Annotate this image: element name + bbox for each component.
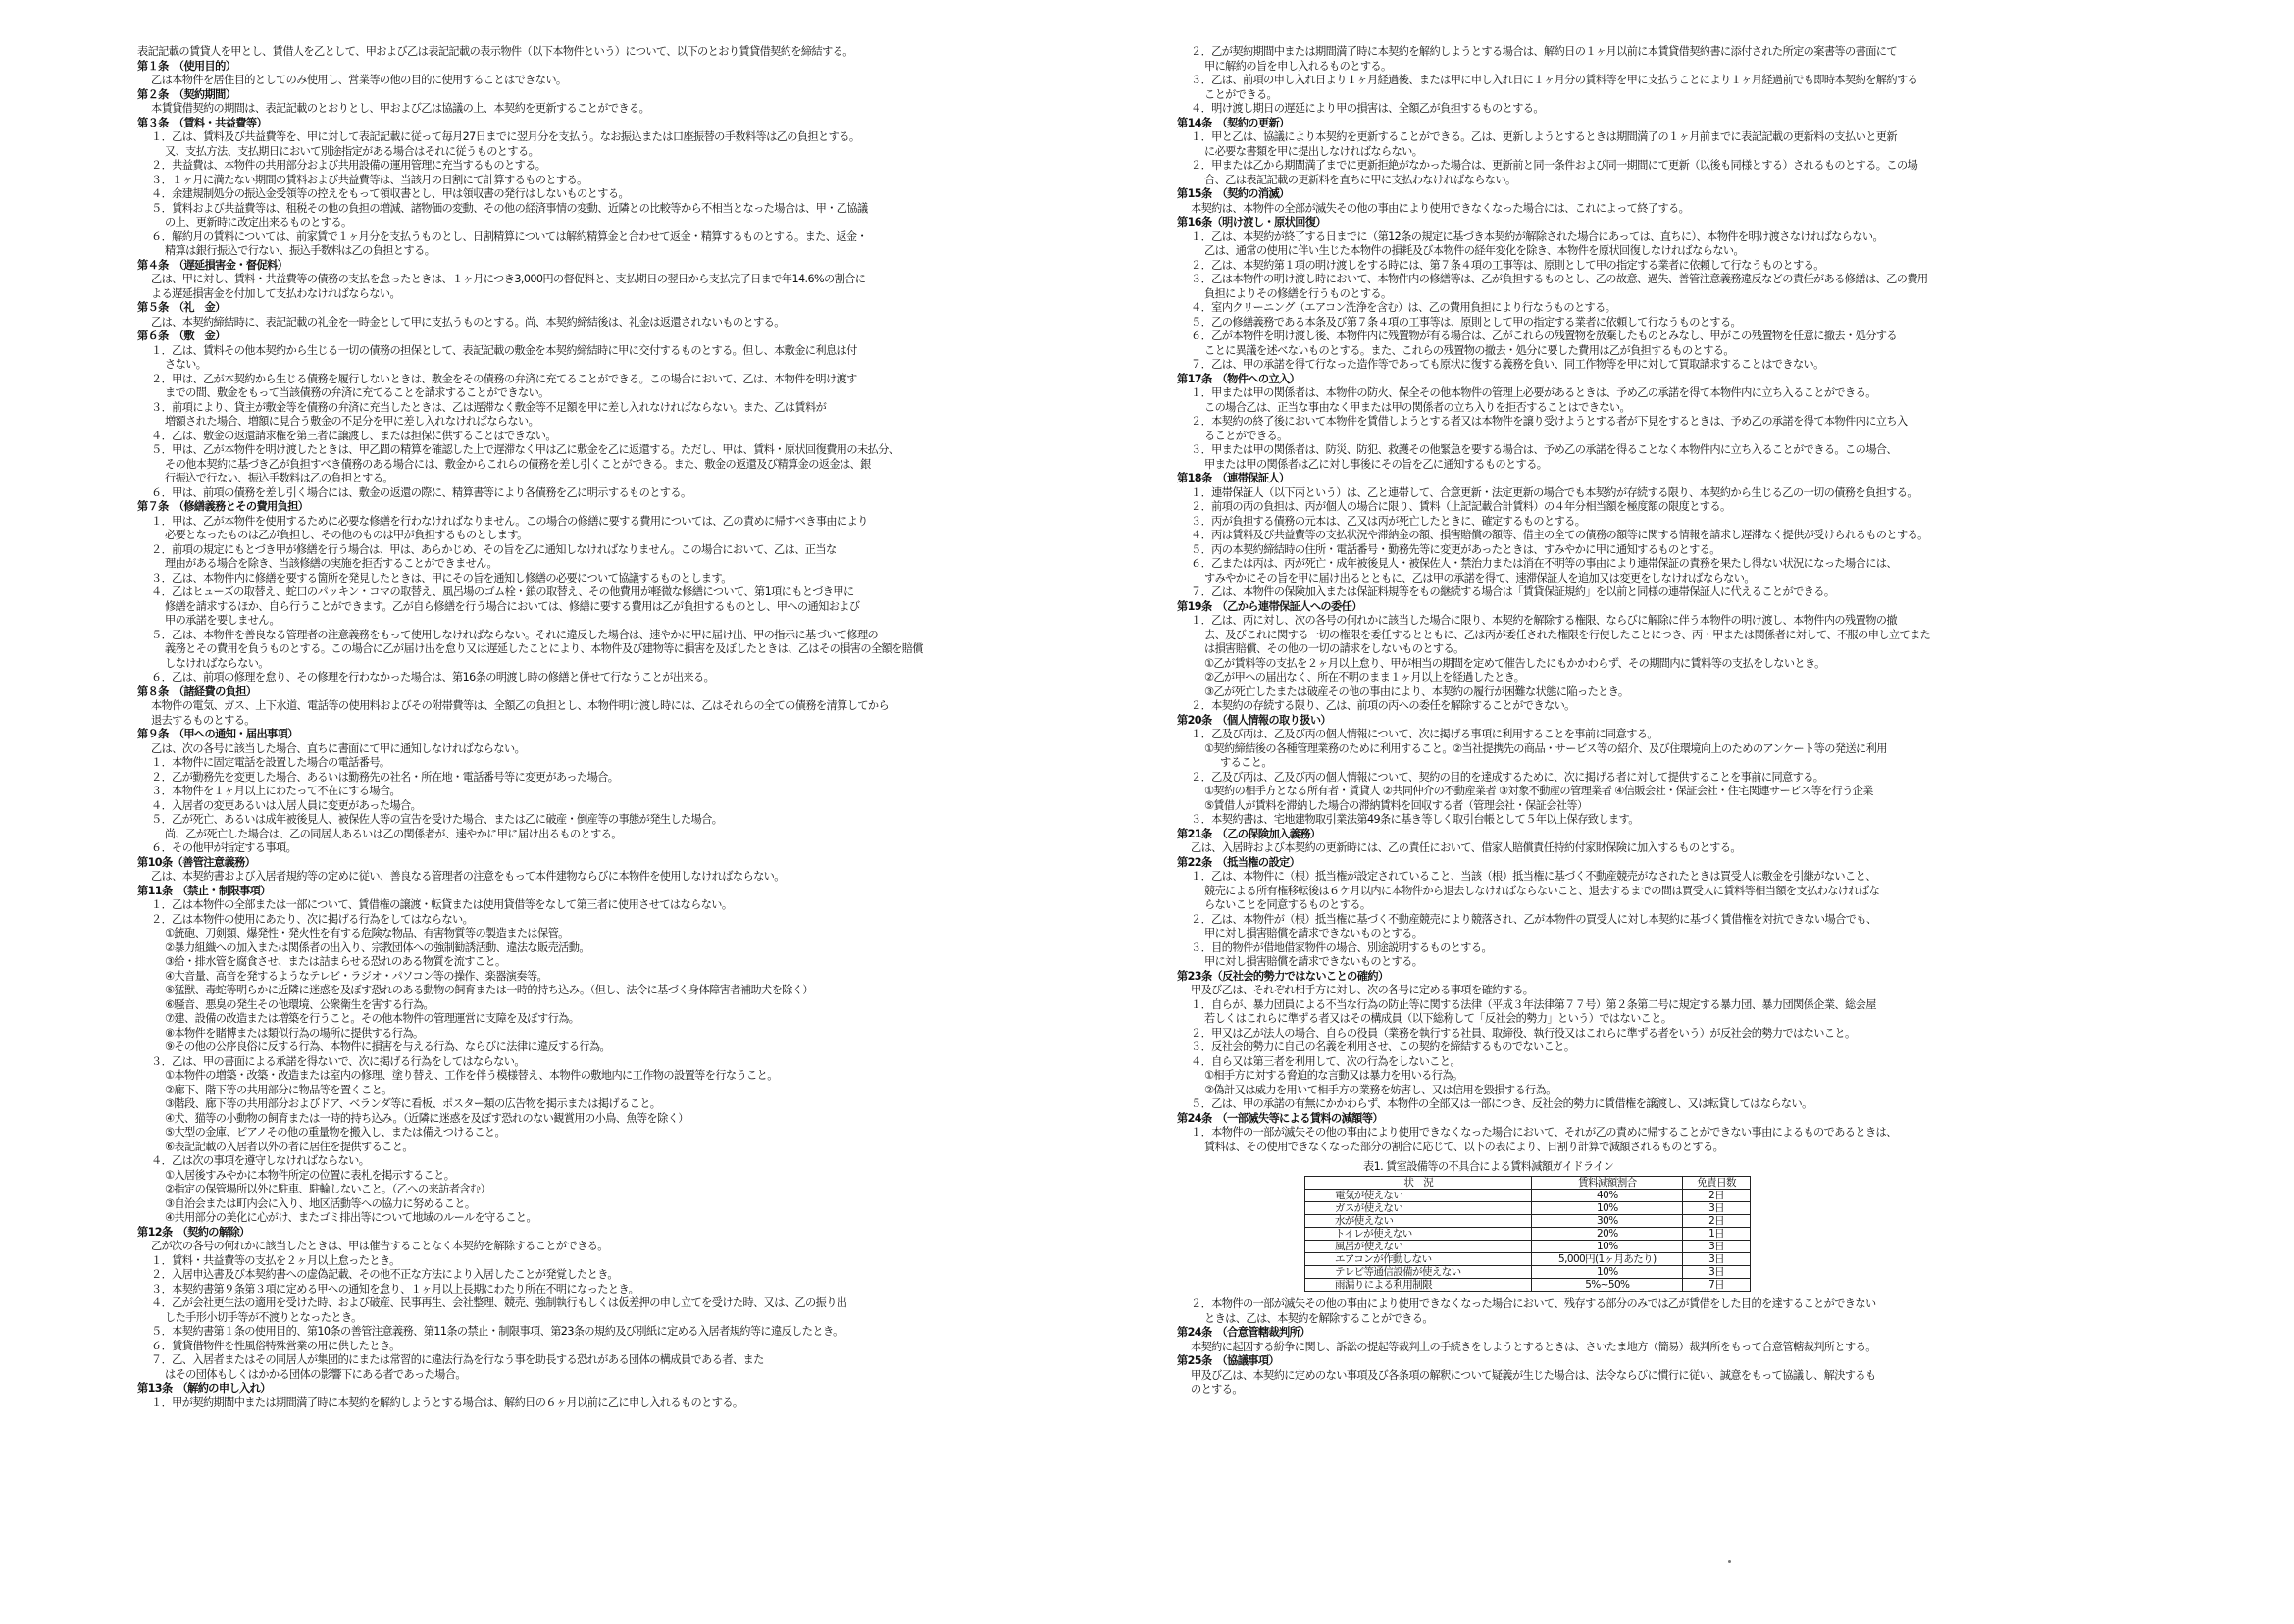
article-heading: 第10条（善管注意義務）: [137, 855, 256, 869]
reduction-rate-cell: 40%: [1532, 1190, 1683, 1202]
reduction-rate-cell: 20%: [1532, 1228, 1683, 1241]
contract-line: 乙は、通常の使用に伴い生じた本物件の損耗及び本物件の経年変化を除き、本物件を原状回復しなければならない。: [1204, 244, 1745, 257]
contract-line: 甲に解約の旨を申し入れるものとする。: [1204, 59, 1392, 73]
contract-line: １．乙及び丙は、乙及び丙の個人情報について、次に掲げる事項に利用することを事前に同意する。: [1191, 728, 1657, 740]
contract-line: ５．乙は、甲の承諾の有無にかかわらず、本物件の全部又は一部につき、反社会的勢力に賃借権を譲渡し、又は転貸してはならない。: [1191, 1097, 1812, 1110]
contract-line: 甲及び乙は、本契約に定めのない事項及び各条項の解釈について疑義が生じた場合は、法令ならびに慣行に従い、誠意をもって協議し、解決するも: [1191, 1368, 1876, 1382]
contract-line: ②指定の保管場所以外に駐車、駐輪しないこと。（乙への来訪者含む）: [165, 1183, 491, 1195]
contract-line: ６．賃貸借物件を性風俗特殊営業の用に供したとき。: [151, 1339, 400, 1352]
contract-line: ①契約締結後の各種管理業務のために利用すること。②当社提携先の商品・サービス等の紹介、及び住環境向上のためのアンケート等の発送に利用: [1204, 741, 1887, 755]
contract-line: ２．乙及び丙は、乙及び丙の個人情報について、契約の目的を達成するために、次に掲げる者に対して提供することを事前に同意する。: [1191, 770, 1824, 784]
contract-line: ４．自ら又は第三者を利用して、次の行為をしないこと。: [1191, 1054, 1461, 1068]
contract-line: 甲及び乙は、それぞれ相手方に対し、次の各号に定める事項を確約する。: [1191, 984, 1534, 996]
contract-line: ２．甲または乙から期間満了までに更新拒絶がなかった場合は、更新前と同一条件および同一期間にて更新（以後も同様とする）されるものとする。この場: [1191, 159, 1918, 172]
table-caption: 表1. 賃室設備等の不具合による賃料減額ガイドライン: [1363, 1160, 1614, 1173]
contract-line: ２．本契約の終了後において本物件を賃借しようとする者又は本物件を譲り受けようとする者が下見をするときは、予め乙の承諾を得て本物件内に立ち入: [1191, 415, 1908, 428]
contract-line: 義務とその費用を負うものとする。この場合に乙が届け出を怠り又は遅延したことにより、本物件及び建物等に損害を及ぼしたときは、乙はその損害の全額を賠償: [165, 642, 923, 655]
contract-line: ５．乙は、本物件を善良なる管理者の注意義務をもって使用しなければならない。それに違反した場合は、速やかに甲に届け出、甲の指示に基づいて修理の: [151, 628, 879, 641]
contract-line: 甲に対し損害賠償を請求できないものとする。: [1204, 927, 1423, 939]
contract-line: ②廊下、階下等の共用部分に物品等を置くこと。: [165, 1083, 392, 1096]
situation-cell: ガスが使えない: [1305, 1202, 1532, 1215]
contract-line: ７．乙は、甲の承諾を得て行なった造作等であっても原状に復する義務を負い、同工作物等を甲に対して買取請求することはできない。: [1191, 358, 1824, 371]
contract-line: １．本物件に固定電話を設置した場合の電話番号。: [151, 756, 390, 769]
contract-line: 行振込で行ない、振込手数料は乙の負担とする。: [165, 472, 393, 484]
contract-line: ⑨その他の公序良俗に反する行為、本物件に損害を与える行為、ならびに法律に違反する行為。: [165, 1040, 611, 1053]
situation-cell: エアコンが作動しない: [1305, 1253, 1532, 1266]
contract-line: 甲または甲の関係者は乙に対し事後にその旨を乙に通知するものとする。: [1204, 457, 1548, 471]
contract-line: 甲に対し損害賠償を請求できないものとする。: [1204, 955, 1423, 968]
contract-line: この場合乙は、正当な事由なく甲または甲の関係者の立ち入りを拒否することはできない。: [1204, 400, 1631, 414]
contract-line: ２．本契約の存続する限り、乙は、前項の丙への委任を解除することができない。: [1191, 699, 1575, 712]
contract-line: ５．丙の本契約締結時の住所・電話番号・勤務先等に変更があったときは、すみやかに甲に通知するものとする。: [1191, 542, 1720, 556]
contract-line: 乙は、入居時および本契約の更新時には、乙の責任において、借家人賠償責任特約付家財保険に加入するものとする。: [1191, 841, 1741, 854]
situation-cell: 電気が使えない: [1305, 1190, 1532, 1202]
article-heading: 第23条（反社会的勢力ではないことの確約）: [1177, 969, 1389, 983]
contract-line: １．乙は、賃料及び共益費等を、甲に対して表記記載に従って毎月27日までに翌月分を支払う。なお振込または口座振替の手数料等は乙の負担とする。: [151, 130, 860, 143]
contract-line: 本物件の電気、ガス、上下水道、電話等の使用料およびその附帯費等は、全額乙の負担とし、本物件明け渡し時には、乙はそれらの全ての債務を清算してから: [151, 699, 890, 712]
table-row: [1305, 1253, 1751, 1266]
contract-line: ２．入居申込書及び本契約書への虚偽記載、その他不正な方法により入居したことが発覚したとき。: [151, 1268, 618, 1281]
contract-line: 又、支払方法、支払期日において別途指定がある場合はそれに従うものとする。: [165, 144, 539, 158]
contract-line: ３．本契約書第９条第３項に定める甲への通知を怠り、１ヶ月以上長期にわたり所在不明になったとき。: [151, 1282, 639, 1295]
contract-line: ５．乙が死亡、あるいは成年被後見人、被保佐人等の宣告を受けた場合、または乙に破産・倒産等の事態が発生した場合。: [151, 813, 723, 826]
contract-line: ３．乙は、甲の書面による承諾を得ないで、次に掲げる行為をしてはならない。: [151, 1054, 525, 1068]
contract-line: ①契約の相手方となる所有者・賃貸人 ②共同仲介の不動産業者 ③対象不動産の管理業者 ④信販会社・保証会社・住宅関連サービス等を行う企業: [1204, 785, 1873, 797]
contract-line: １．乙は本物件の全部または一部について、賃借権の譲渡・転貸または使用貸借等をなして第三者に使用させてはならない。: [151, 898, 733, 911]
article-heading: 第22条 （抵当権の設定）: [1177, 855, 1300, 869]
article-heading: 第17条 （物件への立入）: [1177, 372, 1300, 385]
contract-line: ４．乙が会社更生法の適用を受けた時、および破産、民事再生、会社整理、競売、強制執行もしくは仮差押の申し立てを受けた時、又は、乙の振り出: [151, 1296, 847, 1309]
contract-line: ６．甲は、前項の債務を差し引く場合には、敷金の返還の際に、精算書等により各債務を乙に明示するものとする。: [151, 485, 691, 499]
contract-line: ことに異議を述べないものとする。また、これらの残置物の撤去・処分に要した費用は乙が負担するものとする。: [1204, 343, 1734, 357]
contract-line: 競売による所有権移転後は６ケ月以内に本物件から退去しなければならないこと、退去するまでの間は買受人に賃料等相当額を支払わなければな: [1204, 884, 1880, 897]
contract-line: ２．甲又は乙が法人の場合、自らの役員（業務を執行する社員、取締役、執行役又はこれらに準ずる者をいう）が反社会的勢力ではないこと。: [1191, 1026, 1856, 1040]
table-row: [1305, 1266, 1751, 1279]
contract-line: 乙は、本契約書および入居者規約等の定めに従い、善良なる管理者の注意をもって本件建物ならびに本物件を使用しなければならない。: [151, 870, 785, 883]
contract-line: よる遅延損害金を付加して支払わなければならない。: [151, 286, 401, 300]
contract-line: ２．乙が勤務先を変更した場合、あるいは勤務先の社名・所在地・電話番号等に変更があった場合。: [151, 770, 619, 784]
contract-line: 尚、乙が死亡した場合は、乙の同居人あるいは乙の関係者が、速やかに甲に届け出るものとする。: [165, 827, 622, 840]
contract-line: ４．乙はヒューズの取替え、蛇口のパッキン・コマの取替え、風呂場のゴム栓・鎖の取替え、その他費用が軽微な修繕について、第1項にもとづき甲に: [151, 585, 854, 598]
contract-line: 修繕を請求するほか、自ら行うことができます。乙が自ら修繕を行う場合においては、修繕に要する費用は乙が負担するものとし、甲への通知および: [165, 599, 860, 613]
contract-line: ⑤賃借人が賃料を滞納した場合の滞納賃料を回収する者（管理会社・保証会社等）: [1204, 798, 1588, 812]
article-heading: 第７条 （修繕義務とその費用負担）: [137, 500, 309, 513]
contract-line: １．乙は、本契約が終了する日までに（第12条の規定に基づき本契約が解除された場合にあっては、直ちに）、本物件を明け渡さなければならない。: [1191, 229, 1884, 243]
contract-line: 甲の承諾を要しません。: [165, 614, 280, 627]
contract-line: １．本物件の一部が滅失その他の事由により使用できなくなった場合において、それが乙の責めに帰することができない事由によるものであるときは、: [1191, 1126, 1897, 1139]
situation-cell: 水が使えない: [1305, 1215, 1532, 1228]
contract-line: ⑤猛獣、毒蛇等明らかに近隣に迷惑を及ぼす恐れのある動物の飼育または一時的持ち込み。（但し、法令に基づく身体障害者補助犬を除く）: [165, 984, 813, 996]
contract-line: １．賃料・共益費等の支払を２ヶ月以上怠ったとき。: [151, 1253, 400, 1267]
contract-line: ３．本物件を１ヶ月以上にわたって不在にする場合。: [151, 785, 401, 797]
contract-line: ⑤大型の金庫、ピアノその他の重量物を搬入し、または備えつけること。: [165, 1126, 506, 1139]
contract-line: ③乙が死亡したまたは破産その他の事由により、本契約の履行が困難な状態に陥ったとき。: [1204, 685, 1629, 698]
contract-line: 増額された場合、増額に見合う敷金の不足分を甲に差し入れなければならない。: [165, 415, 539, 428]
contract-line: ①本物件の増築・改築・改造または室内の修理、塗り替え、工作を伴う模様替え、本物件の敷地内に工作物の設置等を行なうこと。: [165, 1069, 778, 1082]
article-heading: 第16条（明け渡し・原状回復）: [1177, 216, 1327, 228]
rent-reduction-table: [1304, 1176, 1751, 1292]
exempt-days-cell: 3日: [1683, 1253, 1751, 1266]
contract-line: ２．前項の規定にもとづき甲が修繕を行う場合は、甲は、あらかじめ、その旨を乙に通知しなければなりません。この場合において、乙は、正当な: [151, 542, 837, 556]
contract-line: ２．甲は、乙が本契約から生じる債務を履行しないときは、敷金をその債務の弁済に充てることができる。この場合において、乙は、本物件を明け渡す: [151, 372, 857, 385]
contract-line: ６．乙または丙は、丙が死亡・成年被後見人・被保佐人・禁治力または消在不明等の事由により連帯保証の責務を果たし得ない状況になった場合には、: [1191, 557, 1897, 570]
column-header-reduction-rate: 賃料減額割合: [1532, 1177, 1683, 1190]
contract-line: ３．反社会的勢力に自己の名義を利用させ、この契約を締結するものでないこと。: [1191, 1040, 1575, 1053]
contract-line: ③自治会または町内会に入り、地区活動等への協力に努めること。: [165, 1196, 476, 1210]
contract-line: 負担によりその修繕を行うものとする。: [1204, 286, 1392, 300]
column-header-exempt-days: 免責日数: [1683, 1177, 1751, 1190]
situation-cell: 風呂が使えない: [1305, 1241, 1532, 1253]
contract-line: 本契約は、本物件の全部が滅失その他の事由により使用できなくなった場合には、これによって終了する。: [1191, 201, 1690, 215]
contract-line: ２．前項の丙の負担は、丙が個人の場合に限り、賃料（上記記載合計賃料）の４年分相当額を極度額の限度とする。: [1191, 500, 1731, 513]
article-heading: 第14条 （契約の更新）: [1177, 116, 1290, 129]
contract-line: １．自らが、暴力団員による不当な行為の防止等に関する法律（平成３年法律第７７号）第２条第二号に規定する暴力団、暴力団関係企業、総会屋: [1191, 997, 1876, 1011]
contract-line: ときは、乙は、本契約を解除することができる。: [1204, 1311, 1433, 1325]
contract-line: １．乙は、丙に対し、次の各号の何れかに該当した場合に限り、本契約を解除する権限、ならびに解除に伴う本物件の明け渡し、本物件内の残置物の撤: [1191, 614, 1897, 627]
contract-line: ④大音量、高音を発するようなテレビ・ラジオ・パソコン等の操作、楽器演奏等。: [165, 969, 548, 983]
article-heading: 第12条 （契約の解除）: [137, 1225, 250, 1239]
article-heading: 第19条 （乙から連帯保証人への委任）: [1177, 599, 1362, 613]
contract-line: ７．乙は、本物件の保険加入または保証料規等をもの継続する場合は「賃貸保証規約」を以前と同様の連帯保証人に代えることができる。: [1191, 585, 1835, 598]
contract-line: ６．乙は、前項の修理を怠り、その修理を行わなかった場合は、第16条の明渡し時の修繕と併せて行なうことが出来る。: [151, 671, 715, 684]
contract-line: 乙は、甲に対し、賃料・共益費等の債務の支払を怠ったときは、１ヶ月につき3,000円の督促料と、支払期日の翌日から支払完了日まで年14.6%の割合に: [151, 273, 866, 285]
contract-line: ４．丙は賃料及び共益費等の支払状況や滞納金の額、損害賠償の額等、借主の全ての債務の額等に関する情報を請求し遅滞なく提供が受けられるものとする。: [1191, 529, 1928, 541]
table-row: [1305, 1279, 1751, 1292]
page-mark: [1728, 1560, 1731, 1563]
contract-line: 退去するものとする。: [151, 713, 255, 727]
exempt-days-cell: 1日: [1683, 1228, 1751, 1241]
contract-line: ６．その他甲が指定する事項。: [151, 841, 297, 854]
contract-right-upper: [1177, 45, 2158, 1154]
exempt-days-cell: 7日: [1683, 1279, 1751, 1292]
article-heading: 第18条 （連帯保証人）: [1177, 472, 1290, 484]
contract-line: らないことを同意するものとする。: [1204, 898, 1371, 911]
contract-line: ることができる。: [1204, 429, 1288, 442]
contract-line: ６．乙が本物件を明け渡し後、本物件内に残置物が有る場合は、乙がこれらの残置物を放棄したものとみなし、甲がこの残置物を任意に撤去・処分する: [1191, 330, 1897, 342]
contract-line: さない。: [165, 358, 207, 371]
table-row: [1305, 1202, 1751, 1215]
contract-line: ２．乙は本物件の使用にあたり、次に掲げる行為をしてはならない。: [151, 912, 474, 926]
contract-line: 合、乙は表記記載の更新料を直ちに甲に支払わなければならない。: [1204, 173, 1516, 186]
article-heading: 第15条 （契約の消滅）: [1177, 187, 1290, 200]
contract-line: ４．入居者の変更あるいは入居人員に変更があった場合。: [151, 798, 422, 812]
contract-line: の上、更新時に改定出来るものとする。: [165, 216, 352, 228]
contract-line: ５．賃料および共益費等は、租税その他の負担の増減、諸物価の変動、その他の経済事情の変動、近隣との比較等から不相当となった場合は、甲・乙協議: [151, 201, 868, 215]
contract-line: １．乙は、賃料その他本契約から生じる一切の債務の担保として、表記記載の敷金を本契約締結時に甲に交付するものとする。但し、本敷金に利息は付: [151, 343, 857, 357]
contract-line: ２．乙は、本物件が（根）抵当権に基づく不動産競売により競落され、乙が本物件の買受人に対し本契約に基づく賃借権を対抗できない場合でも、: [1191, 912, 1877, 926]
contract-line: １．甲または甲の関係者は、本物件の防火、保全その他本物件の管理上必要があるときは、予め乙の承諾を得て本物件内に立ち入ることができる。: [1191, 386, 1876, 399]
contract-line: はその団体もしくはかかる団体の影響下にある者であった場合。: [165, 1367, 466, 1381]
contract-line: 去、及びこれに関する一切の権限を委任するとともに、乙は丙が委任された権限を行使したことにつき、丙・甲または関係者に対して、不服の申し立てまた: [1204, 628, 1931, 641]
contract-line: ３．前項により、貸主が敷金等を債務の弁済に充当したときは、乙は遅滞なく敷金等不足額を甲に差し入れなければならない。また、乙は賃料が: [151, 400, 827, 414]
situation-cell: テレビ等通信設備が使えない: [1305, 1266, 1532, 1279]
article-heading: 第６条 （敷 金）: [137, 330, 226, 342]
article-heading: 第４条 （遅延損害金・督促料）: [137, 258, 288, 272]
contract-line: ４．乙は、敷金の返還請求権を第三者に譲渡し、または担保に供することはできない。: [151, 429, 556, 442]
contract-line: 精算は銀行振込で行ない、振込手数料は乙の負担とする。: [165, 244, 435, 257]
article-heading: 第１条 （使用目的）: [137, 59, 236, 73]
contract-line: ⑥表記記載の入居者以外の者に居住を提供すること。: [165, 1140, 413, 1153]
contract-line: ３．乙は、本物件内に修繕を要する箇所を発見したときは、甲にその旨を通知し修繕の必要について協議するものとします。: [151, 571, 732, 584]
contract-line: ②暴力組織への加入または関係者の出入り、宗教団体への強制勧誘活動、違法な販売活動。: [165, 940, 589, 954]
contract-line: ４．明け渡し期日の遅延により甲の損害は、全額乙が負担するものとする。: [1191, 102, 1544, 115]
contract-line: ５．乙の修繕義務である本条及び第７条４項の工事等は、原則として甲の指定する業者に依頼して行なうものとする。: [1191, 315, 1742, 329]
contract-line: ５．本契約書第１条の使用目的、第10条の善管注意義務、第11条の禁止・制限事項、第23条の規約及び別紙に定める入居者規約等に違反したとき。: [151, 1325, 843, 1338]
contract-line: 理由がある場合を除き、当該修繕の実施を拒否することができません。: [165, 557, 498, 570]
contract-line: 賃料は、その使用できなくなった部分の割合に応じて、以下の表により、日割り計算で減額されるものとする。: [1204, 1140, 1724, 1153]
contract-line: に必要な書類を甲に提出しなければならない。: [1204, 144, 1423, 158]
situation-cell: 雨漏りによる利用制限: [1305, 1279, 1532, 1292]
contract-line: 乙は、本契約締結時に、表記記載の礼金を一時金として甲に支払うものとする。尚、本契約締結後は、礼金は返還されないものとする。: [151, 315, 785, 329]
contract-line: すること。: [1220, 756, 1272, 769]
table-body: [1305, 1190, 1751, 1292]
contract-line: 必要となったものは乙が負担し、その他のものは甲が負担するものとします。: [165, 529, 528, 541]
contract-line: は損害賠償、その他の一切の請求をしないものとする。: [1204, 642, 1464, 655]
contract-line: ５．甲は、乙が本物件を明け渡したときは、甲乙間の精算を確認した上で遅滞なく甲は乙に敷金を乙に返還する。ただし、甲は、賃料・原状回復費用の未払分、: [151, 443, 899, 456]
contract-line: 表記記載の賃貸人を甲とし、賃借人を乙として、甲および乙は表記記載の表示物件（以下本物件という）について、以下のとおり賃貸借契約を締結する。: [137, 45, 853, 58]
article-heading: 第13条 （解約の申し入れ）: [137, 1382, 271, 1395]
article-heading: 第24条 （一部滅失等による賃料の減額等）: [1177, 1111, 1383, 1125]
rent-reduction-guideline: [1177, 1160, 2158, 1292]
contract-right-lower: [1177, 1297, 2158, 1397]
contract-right-column: [1177, 45, 2158, 1397]
reduction-rate-cell: 30%: [1532, 1215, 1683, 1228]
contract-line: ３．本契約書は、宅地建物取引業法第49条に基き等しく取引台帳として５年以上保存致します。: [1191, 813, 1639, 826]
contract-line: ⑧本物件を賭博または類似行為の場所に提供する行為。: [165, 1026, 424, 1040]
contract-line: ①乙が賃料等の支払を２ヶ月以上怠り、甲が相当の期間を定めて催告したにもかかわらず、その期間内に賃料等の支払をしないとき。: [1204, 656, 1825, 670]
contract-line: までの間、敷金をもって当該債務の弁済に充てることを請求することができない。: [165, 386, 549, 399]
contract-line: 乙が次の各号の何れかに該当したときは、甲は催告することなく本契約を解除することができる。: [151, 1240, 608, 1252]
contract-line: 本契約に起因する紛争に関し、訴訟の提起等裁判上の手続きをしようとするときは、さいたま地方（簡易）裁判所をもって合意管轄裁判所とする。: [1191, 1340, 1876, 1353]
contract-line: ２．乙が契約期間中または期間満了時に本契約を解約しようとする場合は、解約日の１ヶ月以前に本賃貸借契約書に添付された所定の案書等の書面にて: [1191, 45, 1897, 58]
contract-line: 若しくはこれらに準ずる者又はその構成員（以下総称して「反社会的勢力」という）ではないこと。: [1204, 1012, 1672, 1025]
contract-line: ④共用部分の美化に心がけ、またゴミ排出等について地域のルールを守ること。: [165, 1211, 537, 1224]
reduction-rate-cell: 5,000円(1ヶ月あたり): [1532, 1253, 1683, 1266]
contract-line: しなければならない。: [165, 656, 269, 670]
situation-cell: トイレが使えない: [1305, 1228, 1532, 1241]
contract-line: その他本契約に基づき乙が負担すべき債務のある場合には、敷金からこれらの債務を差し引くことができる。また、敷金の返還及び精算金の返金は、銀: [165, 457, 871, 471]
contract-line: １．甲と乙は、協議により本契約を更新することができる。乙は、更新しようとするときは期間満了の１ヶ月前までに表記記載の更新料の支払いと更新: [1191, 130, 1897, 143]
reduction-rate-cell: 5%~50%: [1532, 1279, 1683, 1292]
table-row: [1305, 1215, 1751, 1228]
contract-line: した手形小切手等が不渡りとなったとき。: [165, 1310, 362, 1324]
article-heading: 第20条 （個人情報の取り扱い）: [1177, 713, 1331, 727]
contract-line: ①銃砲、刀剣類、爆発性・発火性を有する危険な物品、有害物質等の製造または保管。: [165, 927, 569, 939]
contract-line: ⑦建、設備の改造または増築を行うこと。その他本物件の管理運営に支障を及ぼす行為。: [165, 1012, 580, 1025]
reduction-rate-cell: 10%: [1532, 1266, 1683, 1279]
contract-line: １．連帯保証人（以下丙という）は、乙と連帯して、合意更新・法定更新の場合でも本契約が存続する限り、本契約から生じる乙の一切の債務を負担する。: [1191, 485, 1917, 499]
contract-line: ４．室内クリーニング（エアコン洗浄を含む）は、乙の費用負担により行なうものとする。: [1191, 301, 1616, 314]
contract-line: ３．乙は本物件の明け渡し時において、本物件内の修繕等は、乙が負担するものとし、乙の故意、過失、善管注意義務違反などの責任がある修繕は、乙の費用: [1191, 273, 1928, 285]
exempt-days-cell: 2日: [1683, 1190, 1751, 1202]
contract-line: ４．乙は次の事項を遵守しなければならない。: [151, 1154, 370, 1167]
contract-line: 本賃貸借契約の期間は、表記記載のとおりとし、甲および乙は協議の上、本契約を更新することができる。: [151, 102, 650, 115]
contract-line: １．甲が契約期間中または期間満了時に本契約を解約しようとする場合は、解約日の６ヶ月以前に乙に申し入れるものとする。: [151, 1396, 743, 1409]
exempt-days-cell: 3日: [1683, 1202, 1751, 1215]
contract-line: ⑥騒音、悪臭の発生その他環境、公衆衛生を害する行為。: [165, 997, 434, 1011]
contract-line: ３．乙は、前項の申し入れ日より１ヶ月経過後、または甲に申し入れ日に１ヶ月分の賃料等を甲に支払うことにより１ヶ月経過前でも即時本契約を解約する: [1191, 74, 1918, 86]
contract-line: ②偽計又は威力を用いて相手方の業務を妨害し、又は信用を毀損する行為。: [1204, 1083, 1556, 1096]
contract-line: ２．共益費は、本物件の共用部分および共用設備の運用管理に充当するものとする。: [151, 159, 546, 172]
article-heading: 第５条 （礼 金）: [137, 301, 226, 314]
contract-left-column: [137, 45, 1118, 1410]
article-heading: 第２条 （契約期間）: [137, 87, 236, 101]
table-row: [1305, 1228, 1751, 1241]
contract-line: ④犬、猫等の小動物の飼育または一時的持ち込み。（近隣に迷惑を及ぼす恐れのない観賞用の小鳥、魚等を除く）: [165, 1111, 688, 1125]
contract-line: ２．本物件の一部が滅失その他の事由により使用できなくなった場合において、残存する部分のみでは乙が賃借をした目的を達することができない: [1191, 1297, 1876, 1310]
contract-line: ３．丙が負担する債務の元本は、乙又は丙が死亡したときに、確定するものとする。: [1191, 514, 1586, 528]
article-heading: 第24条 （合意管轄裁判所）: [1177, 1326, 1310, 1339]
contract-line: ②乙が甲への届出なく、所在不明のまま１ヶ月以上を経過したとき。: [1204, 671, 1525, 684]
article-heading: 第８条 （諸経費の負担）: [137, 685, 257, 698]
contract-line: ６．解約月の賃料については、前家賃で１ヶ月分を支払うものとし、日割精算については解約精算金と合わせて返金・精算するものとする。また、返金・: [151, 229, 868, 243]
exempt-days-cell: 2日: [1683, 1215, 1751, 1228]
contract-line: ③階段、廊下等の共用部分およびドア、ベランダ等に看板、ポスター類の広告物を掲示または掲げること。: [165, 1097, 661, 1110]
table-header-row: [1305, 1177, 1751, 1190]
contract-line: １．甲は、乙が本物件を使用するために必要な修繕を行わなければなりません。この場合の修繕に要する費用については、乙の責めに帰すべき事由により: [151, 514, 868, 528]
contract-line: ３．１ヶ月に満たない期間の賃料および共益費等は、当該月の日割にて計算するものとする。: [151, 173, 587, 186]
contract-line: すみやかにその旨を甲に届け出るとともに、乙は甲の承諾を得て、速滞保証人を追加又は変更をしなければならない。: [1204, 571, 1755, 584]
contract-line: ③給・排水管を腐食させ、または詰まらせる恐れのある物質を流すこと。: [165, 955, 506, 968]
article-heading: 第９条 （甲への通知・届出事項）: [137, 728, 298, 740]
contract-line: ３．目的物件が借地借家物件の場合、別途説明するものとする。: [1191, 940, 1493, 954]
exempt-days-cell: 3日: [1683, 1266, 1751, 1279]
contract-line: ２．乙は、本契約第１項の明け渡しをする時には、第７条４項の工事等は、原則として甲の指定する業者に依頼して行なうものとする。: [1191, 258, 1824, 272]
article-heading: 第３条 （賃料・共益費等）: [137, 116, 268, 129]
contract-line: のとする。: [1191, 1383, 1243, 1396]
contract-line: ①相手方に対する脅迫的な言動又は暴力を用いる行為。: [1204, 1069, 1463, 1082]
contract-line: 乙は本物件を居住目的としてのみ使用し、営業等の他の目的に使用することはできない。: [151, 74, 567, 86]
contract-line: ７．乙、入居者またはその同居人が集団的にまたは常習的に違法行為を行なう事を助長する恐れがある団体の構成員である者、また: [151, 1353, 764, 1366]
article-heading: 第11条 （禁止・制限事項）: [137, 884, 271, 897]
article-heading: 第21条 （乙の保険加入義務）: [1177, 827, 1321, 840]
table-row: [1305, 1190, 1751, 1202]
table-row: [1305, 1241, 1751, 1253]
article-heading: 第25条 （協議事項）: [1177, 1354, 1280, 1367]
exempt-days-cell: 3日: [1683, 1241, 1751, 1253]
contract-line: ４．余建規制処分の振込金受領等の控えをもって領収書とし、甲は領収書の発行はしないものとする。: [151, 187, 630, 200]
contract-line: １．乙は、本物件に（根）抵当権が設定されていること、当該（根）抵当権に基づく不動産競売がなされたときは買受人は敷金を引継がないこと、: [1191, 870, 1876, 883]
contract-line: ことができる。: [1204, 87, 1278, 101]
contract-line: 乙は、次の各号に該当した場合、直ちに書面にて甲に通知しなければならない。: [151, 741, 526, 755]
contract-line: ３．甲または甲の関係者は、防災、防犯、救護その他緊急を要する場合は、予め乙の承諾を得ることなく本物件内に立ち入ることができる。この場合、: [1191, 443, 1897, 456]
reduction-rate-cell: 10%: [1532, 1241, 1683, 1253]
contract-line: ①入居後すみやかに本物件所定の位置に表札を掲示すること。: [165, 1168, 455, 1182]
reduction-rate-cell: 10%: [1532, 1202, 1683, 1215]
column-header-situation: 状 況: [1305, 1177, 1532, 1190]
